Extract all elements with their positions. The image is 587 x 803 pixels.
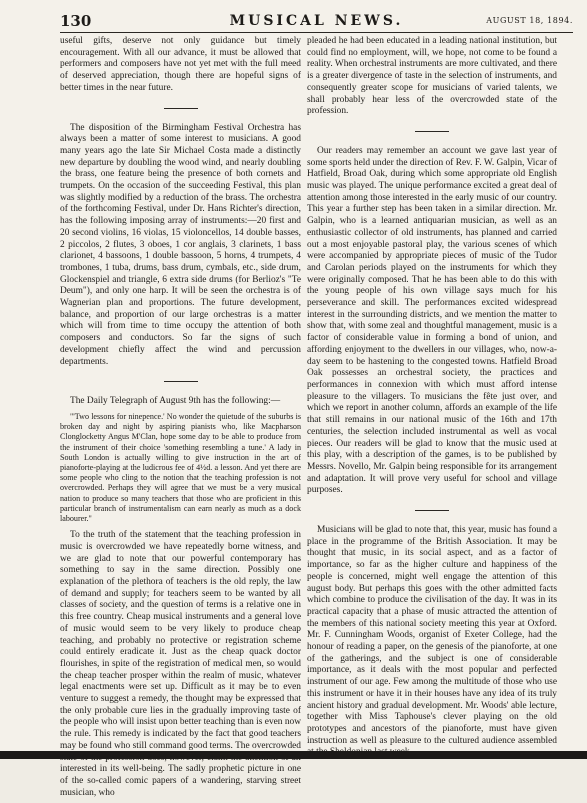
left-column <box>60 36 301 803</box>
paragraph: useful gifts, deserve not only guidance but timely encouragement. With all our advance, it must be allowed that performers and composers have not yet met with the full meed of deserved appreciation, though there are hopeful signs of better times in the near future. <box>60 36 301 93</box>
page-header <box>60 8 573 33</box>
paragraph: Our readers may remember an account we gave last year of some sports held under the direction of Rev. F. W. Galpin, Vicar of Hatfield, Broad Oak, during which some appropriate old English music was played. The unique performance excited a great deal of attention among those interested in the early music of our country. This year a further step has been taken in a similar direction. Mr. Galpin, who is a learned antiquarian musician, as well as an enthusiastic collector of old instruments, has planned and carried out a most enjoyable pastoral play, the various scenes of which were accompanied by appropriate pieces of music of the Tudor and Carolan periods played on the instruments for which they were originally composed. That he has been able to do this with the young people of his own village says much for his perseverance and skill. The performances excited widespread interest in the surrounding districts, and we mention the matter to show that, with some zeal and thoughtful management, music is a factor of considerable value in forming a bond of union, and affording enjoyment to the dwellers in our villages, who, now-a-day seem to be hastening to the congested towns. Hatfield Broad Oak possesses an orchestral society, the practices and performances in connexion with which must afford intense pleasure to the villagers. To musicians the fête just over, and which we report in another column, affords an example of the life that still remains in our national music of the 16th and 17th centuries, the selection included instrumental as well as vocal pieces. Our readers will be glad to know that the music used at this play, with a description of the games, is to be published by Messrs. Novello, Mr. Galpin being responsible for its arrangement and adaptation. It will prove very useful for school and village purposes. <box>307 145 557 496</box>
section-divider <box>307 124 557 138</box>
page-number: 130 <box>60 12 92 30</box>
paragraph: pleaded he had been educated in a leading national institution, but could find no employment, will, we hope, not come to be found a reality. When orchestral instruments are more cultivated, and there is a greater divergence of taste in the selection of instruments, and consequently greater scope for musicians of varied talents, we shall probably hear less of the overcrowded state of the profession. <box>307 36 557 117</box>
publication-title: MUSICAL NEWS. <box>229 13 404 29</box>
right-column <box>307 36 557 763</box>
paragraph: To the truth of the statement that the teaching profession in music is overcrowded we have repeatedly borne witness, and we are glad to note that our powerful contemporary has something to say in the same direction. Possibly one explanation of the plethora of teachers is the old reply, the law of demand and supply; for teachers seem to be wanted by all classes of society, and the question of terms is a relative one in this free country. Cheap musical instruments and a general love of music would seem to be very likely to produce cheap teaching, and probably no protective or registration scheme could entirely eradicate it. Just as the cheap quack doctor flourishes, in spite of the registration of medical men, so would the cheap teacher prosper within the realm of music, whatever legal enactments were set up. Difficult as it may be to even venture to suggest a remedy, the thought may be expressed that the only probable cure lies in the gradually improving taste of the people who will insist upon better teaching than is even now the rule. This remedy is indicated by the fact that good teachers may be found who still command good terms. The overcrowded interested in its well-being. The sadly prophetic picture in one of the so-called comic papers of a wandering, starving street musician, who <box>60 530 301 798</box>
section-divider <box>60 374 301 388</box>
paragraph: The disposition of the Birmingham Festival Orchestra has always been a matter of some interest to musicians. A good many years ago the late Sir Michael Costa made a distinctly new departure by doubling the wood wind, and nearly doubling the brass, one feature being the presence of both cornets and trumpets. On the occasion of the succeeding Festival, this plan was slightly modified by a reduction of the brass. The orchestra of the forthcoming Festival, under Dr. Hans Richter's direction, has the following imposing array of instruments:—20 first and 20 second violins, 16 violas, 15 violoncellos, 14 double basses, 2 piccolos, 2 flutes, 3 oboes, 1 cor anglais, 3 clarinets, 1 bass clarionet, 4 bassoons, 1 double bassoon, 5 horns, 4 trumpets, 4 trombones, 1 tuba, drums, bass drum, cymbals, etc., side drum, Glockenspiel and triangle, 6 extra side drums (for Berlioz's "Te Deum"), and only one harp. It will be seen the orchestra is of Wagnerian plan and proportions. The future development, balance, and proportion of our large orchestras is a matter which will from time to time occupy the attention of both composers and conductors. So far the signs of such development chiefly affect the wind and percussion departments. <box>60 122 301 367</box>
paragraph: Musicians will be glad to note that, this year, music has found a place in the programme of the British Association. It may be thought that music, in its social aspect, and as a factor of importance, so far as the higher culture and happiness of the people is concerned, might well engage the attention of this august body. But perhaps this goes with the other admitted facts which combine to produce the civilisation of the day. It was in its practical capacity that a phase of music attracted the attention of the members of this national society meeting this year at Oxford. Mr. F. Cunningham Woods, organist of Exeter College, had the honour of reading a paper, on the genesis of the pianoforte, at one of the gatherings, and the subject is one of considerable importance, as it deals with the most popular and perfected instrument of our age. Few among the multitude of those who use this instrument or have it in their houses have any idea of its truly ancient history and gradual development. Mr. Woods' able lecture, together with Miss Taphouse's clever playing on the old prototypes and ancestors of the pianoforte, must have given instruction as well as pleasure to the cultured audience assembled <box>307 525 557 746</box>
section-divider <box>307 503 557 517</box>
issue-date: AUGUST 18, 1894. <box>486 16 573 25</box>
section-divider <box>60 101 301 115</box>
quoted-excerpt: "'Two lessons for ninepence.' No wonder the quietude of the suburbs is broken day and night by aspiring pianists who, like Macpharson Clonglocketty Angus M'Clan, hope some day to be able to produce from the instrument of their choice 'something resembling a tune.' A lady in South London is actually willing to give instruction in the art of pianoforte-playing at the ludicrous fee of 4½d. a lesson. And yet there are some people who cling to the notion that the teaching profession is not overcrowded. Perhaps they will agree that we must be a very musical nation to produce so many teachers that those who are proficient in this particular branch of instrumentalism can earn nearly as much as a dock labourer." <box>60 411 301 524</box>
paragraph: The Daily Telegraph of August 9th has the following:— <box>70 396 281 407</box>
page-bottom-edge <box>0 751 587 759</box>
